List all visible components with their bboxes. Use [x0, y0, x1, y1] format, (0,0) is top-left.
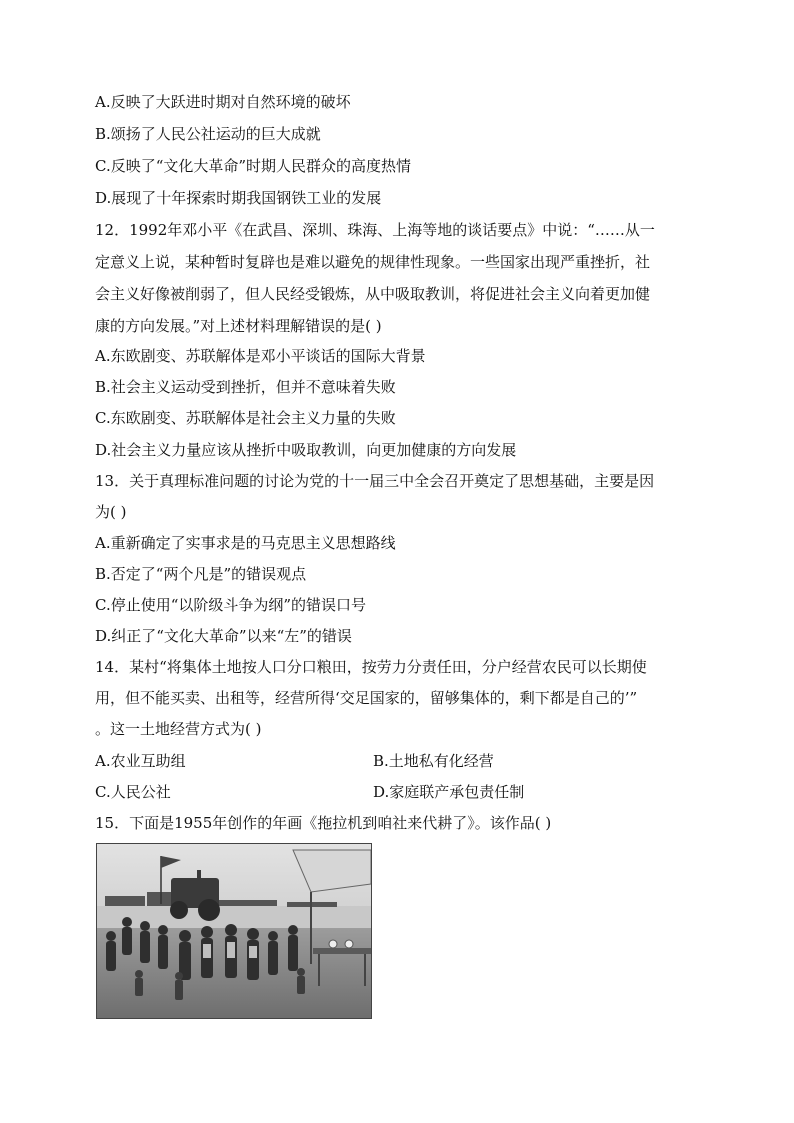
q11-option-b: B.颂扬了人民公社运动的巨大成就 — [95, 125, 321, 143]
q14-stem-line-2: 用，但不能买卖、出租等，经营所得‘交足国家的，留够集体的，剩下都是自己的’” — [95, 689, 638, 707]
q14-option-a: A.农业互助组 — [95, 752, 186, 770]
q11-option-c: C.反映了“文化大革命”时期人民群众的高度热情 — [95, 157, 412, 175]
q12-stem-line-3: 会主义好像被削弱了，但人民经受锻炼，从中吸取教训，将促进社会主义向着更加健 — [95, 285, 651, 303]
q12-stem-line-2: 定意义上说，某种暂时复辟也是难以避免的规律性现象。一些国家出现严重挫折，社 — [95, 253, 651, 271]
new-year-painting-image — [96, 843, 372, 1019]
q15-stem-line-1: 15．下面是1955年创作的年画《拖拉机到咱社来代耕了》。该作品( ) — [95, 814, 552, 832]
q13-option-d: D.纠正了“文化大革命”以来“左”的错误 — [95, 627, 352, 645]
q14-option-b: B.土地私有化经营 — [373, 752, 494, 770]
q14-option-d: D.家庭联产承包责任制 — [373, 783, 525, 801]
q13-option-a: A.重新确定了实事求是的马克思主义思想路线 — [95, 534, 396, 552]
q13-stem-line-2: 为( ) — [95, 503, 127, 521]
q12-stem-line-4: 康的方向发展。”对上述材料理解错误的是( ) — [95, 317, 382, 335]
q12-option-a: A.东欧剧变、苏联解体是邓小平谈话的国际大背景 — [95, 347, 426, 365]
q12-option-c: C.东欧剧变、苏联解体是社会主义力量的失败 — [95, 409, 396, 427]
q13-option-c: C.停止使用“以阶级斗争为纲”的错误口号 — [95, 596, 367, 614]
q14-option-c: C.人民公社 — [95, 783, 171, 801]
q11-option-a: A.反映了大跃进时期对自然环境的破坏 — [95, 93, 351, 111]
q12-option-d: D.社会主义力量应该从挫折中吸取教训，向更加健康的方向发展 — [95, 441, 517, 459]
q14-stem-line-1: 14．某村“将集体土地按人口分口粮田，按劳力分责任田，分户经营农民可以长期使 — [95, 658, 647, 676]
q14-stem-line-3: 。这一土地经营方式为( ) — [95, 720, 262, 738]
q13-stem-line-1: 13．关于真理标准问题的讨论为党的十一届三中全会召开奠定了思想基础，主要是因 — [95, 472, 655, 490]
q13-option-b: B.否定了“两个凡是”的错误观点 — [95, 565, 307, 583]
q12-stem-line-1: 12．1992年邓小平《在武昌、深圳、珠海、上海等地的谈话要点》中说：“……从一 — [95, 221, 655, 239]
q12-option-b: B.社会主义运动受到挫折，但并不意味着失败 — [95, 378, 396, 396]
q11-option-d: D.展现了十年探索时期我国钢铁工业的发展 — [95, 189, 382, 207]
